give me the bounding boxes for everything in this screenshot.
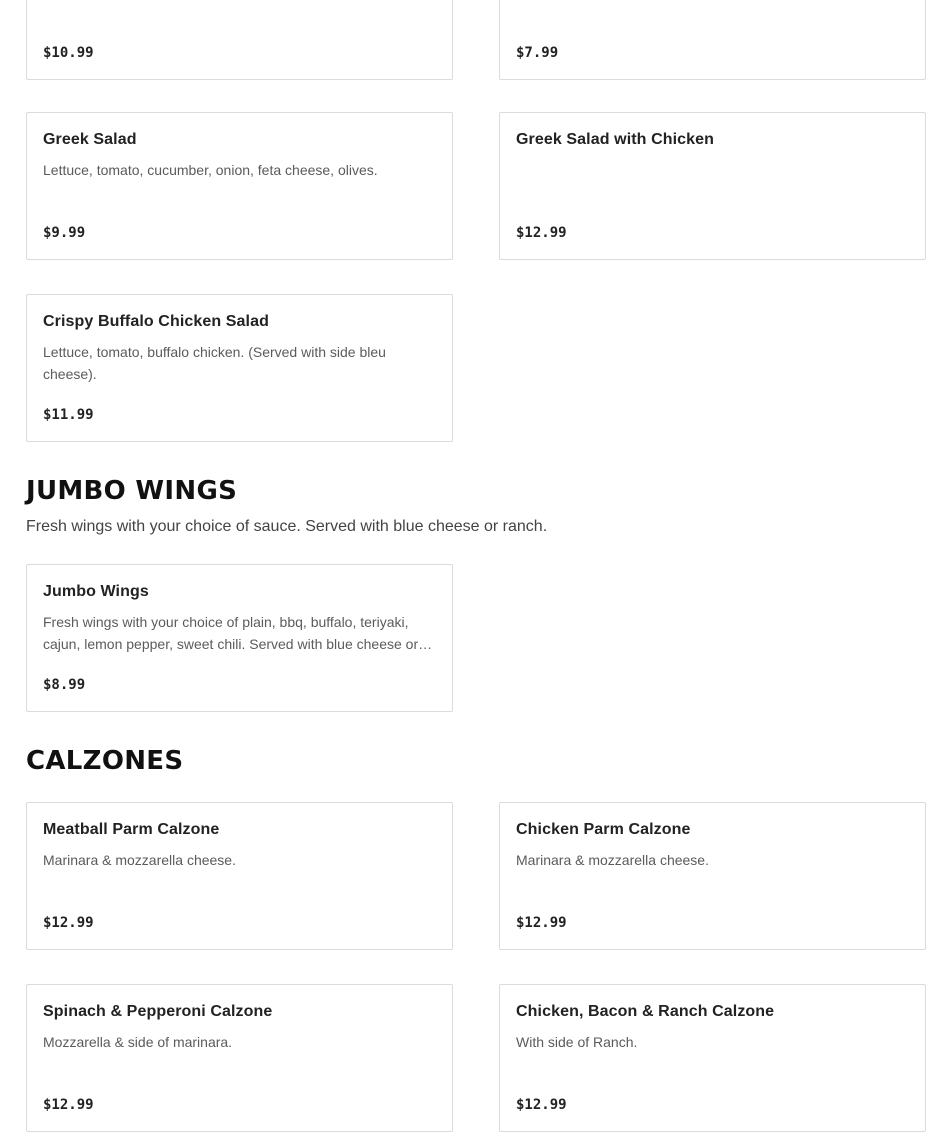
section-title: JUMBO WINGS — [26, 476, 238, 506]
menu-item-name: Crispy Buffalo Chicken Salad — [43, 313, 269, 330]
menu-item-description: With side of Ranch. — [516, 1034, 638, 1050]
menu-item-card[interactable] — [499, 802, 926, 950]
menu-item-description: Lettuce, tomato, buffalo chicken. (Served with side bleu cheese). — [43, 344, 386, 382]
menu-item-price: $12.99 — [43, 915, 94, 931]
menu-item-price: $7.99 — [516, 45, 559, 61]
menu-item-card[interactable] — [26, 984, 453, 1132]
menu-item-description: Lettuce, tomato, cucumber, onion, feta cheese, olives. — [43, 162, 378, 178]
menu-item-price: $10.99 — [43, 45, 94, 61]
menu-item-price: $12.99 — [516, 225, 567, 241]
menu-item-price: $12.99 — [516, 1097, 567, 1113]
menu-item-name: Spinach & Pepperoni Calzone — [43, 1003, 273, 1020]
menu-item-card[interactable] — [26, 294, 453, 442]
menu-item-card[interactable] — [26, 802, 453, 950]
menu-item-price: $12.99 — [43, 1097, 94, 1113]
menu-item-description: Mozzarella & side of marinara. — [43, 1034, 233, 1050]
menu-item-card[interactable] — [499, 112, 926, 260]
menu-item-description: Fresh wings with your choice of plain, bbq, buffalo, teriyaki, cajun, lemon pepper, sweet chili. Served with blue cheese or… — [43, 614, 433, 652]
menu-item-name: Greek Salad with Chicken — [516, 131, 715, 148]
menu-item-name: Greek Salad — [43, 131, 137, 148]
menu-item-price: $12.99 — [516, 915, 567, 931]
menu-item-price: $8.99 — [43, 677, 86, 693]
menu-item-name: Meatball Parm Calzone — [43, 821, 220, 838]
menu-item-card[interactable] — [26, 564, 453, 712]
menu-item-name: Chicken Parm Calzone — [516, 821, 691, 838]
section-title: CALZONES — [26, 746, 184, 776]
menu-item-card[interactable] — [499, 0, 926, 80]
menu-item-description: Marinara & mozzarella cheese. — [516, 852, 709, 868]
menu-item-card[interactable] — [26, 0, 453, 80]
menu-item-card[interactable] — [26, 112, 453, 260]
section-description: Fresh wings with your choice of sauce. Served with blue cheese or ranch. — [26, 518, 548, 535]
menu-item-price: $9.99 — [43, 225, 86, 241]
menu-item-card[interactable] — [499, 984, 926, 1132]
menu-item-name: Jumbo Wings — [43, 583, 149, 600]
menu-item-name: Chicken, Bacon & Ranch Calzone — [516, 1003, 775, 1020]
menu-item-price: $11.99 — [43, 407, 94, 423]
menu-item-description: Marinara & mozzarella cheese. — [43, 852, 236, 868]
